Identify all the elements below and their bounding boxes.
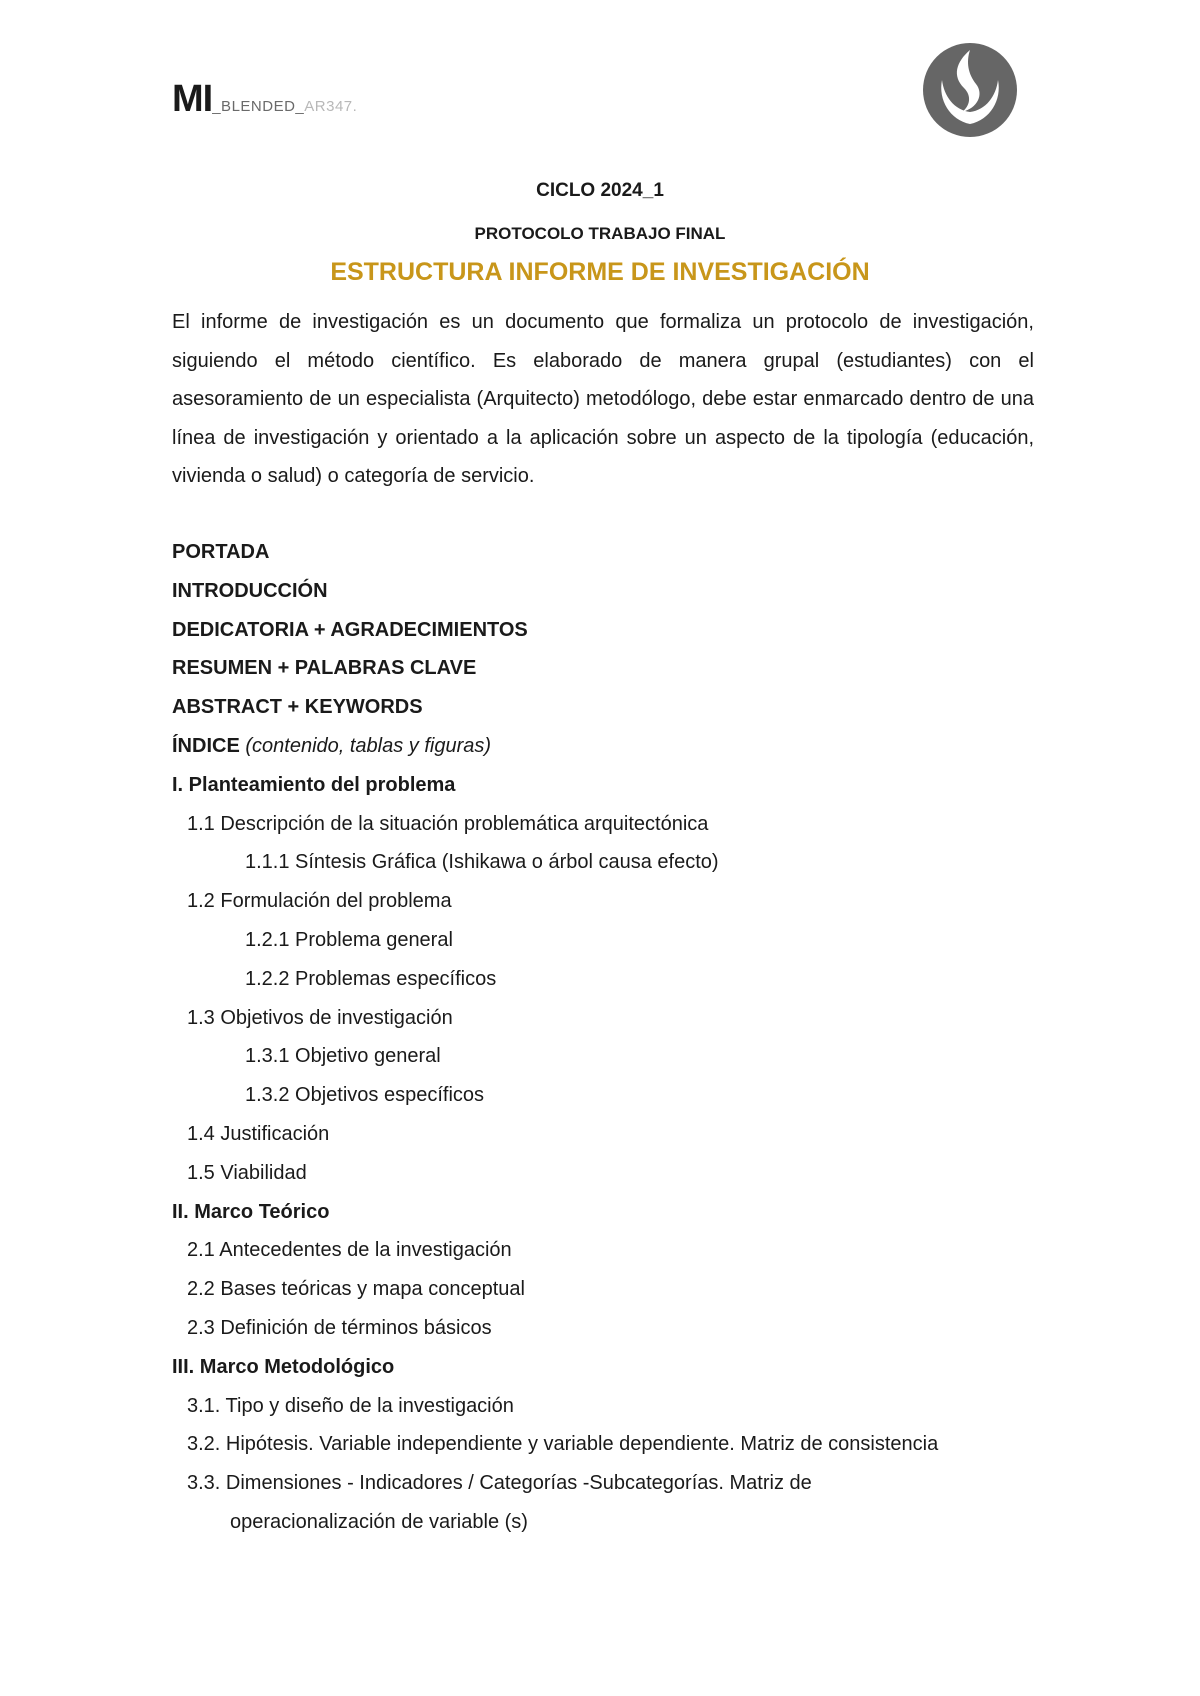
list-item: 1.3 Objetivos de investigación — [187, 1006, 453, 1029]
list-item: 1.1 Descripción de la situación problemática arquitectónica — [187, 812, 709, 835]
university-logo-icon — [922, 42, 1018, 138]
list-item: 1.2.1 Problema general — [245, 928, 453, 951]
document-title: ESTRUCTURA INFORME DE INVESTIGACIÓN — [330, 258, 870, 286]
list-item: 1.1.1 Síntesis Gráfica (Ishikawa o árbol causa efecto) — [245, 851, 719, 874]
list-item: 2.3 Definición de términos básicos — [187, 1316, 492, 1339]
section-heading: III. Marco Metodológico — [172, 1355, 395, 1378]
list-item: 1.5 Viabilidad — [187, 1161, 307, 1184]
list-item: 2.1 Antecedentes de la investigación — [187, 1239, 512, 1262]
structure-list — [172, 533, 1052, 1542]
list-item: 1.2.2 Problemas específicos — [245, 967, 497, 990]
indice-label: ÍNDICE — [172, 734, 240, 757]
list-item: INTRODUCCIÓN — [172, 579, 328, 602]
list-item: 3.2. Hipótesis. Variable independiente y variable dependiente. Matriz de consistencia — [187, 1433, 939, 1456]
list-item-continuation: operacionalización de variable (s) — [230, 1510, 528, 1533]
intro-paragraph: El informe de investigación es un documento que formaliza un protocolo de investigación, siguiendo el método científico. Es elaborado de manera grupal (estudiantes) con el asesoramiento de un especialista (Arquitecto) metodólogo, debe estar enmarcado dentro de una línea de investigación y orientado a la aplicación sobre un aspecto de la tipología (educación, vivienda o salud) o categoría de servicio. — [172, 311, 1034, 487]
list-item-indice — [172, 727, 1052, 766]
list-item: 1.4 Justificación — [187, 1122, 330, 1145]
document-header — [172, 78, 357, 128]
section-heading: I. Planteamiento del problema — [172, 773, 456, 796]
list-item: ABSTRACT + KEYWORDS — [172, 696, 423, 719]
protocol-heading: PROTOCOLO TRABAJO FINAL — [474, 224, 726, 243]
list-item: 3.1. Tipo y diseño de la investigación — [187, 1394, 514, 1417]
list-item: 3.3. Dimensiones - Indicadores / Categorías -Subcategorías. Matriz de — [187, 1472, 812, 1495]
list-item: RESUMEN + PALABRAS CLAVE — [172, 657, 477, 680]
list-item: 2.2 Bases teóricas y mapa conceptual — [187, 1278, 525, 1301]
cycle-heading: CICLO 2024_1 — [536, 180, 664, 201]
header-blended: _BLENDED_ — [212, 98, 305, 115]
list-item: 1.3.2 Objetivos específicos — [245, 1084, 485, 1107]
indice-note: (contenido, tablas y figuras) — [245, 734, 492, 757]
section-heading: II. Marco Teórico — [172, 1200, 330, 1223]
list-item: DEDICATORIA + AGRADECIMIENTOS — [172, 618, 528, 641]
list-item: 1.3.1 Objetivo general — [245, 1045, 441, 1068]
header-course: AR347. — [304, 98, 358, 115]
list-item: PORTADA — [172, 541, 270, 563]
list-item: 1.2 Formulación del problema — [187, 890, 452, 913]
header-code: MI — [172, 78, 213, 120]
